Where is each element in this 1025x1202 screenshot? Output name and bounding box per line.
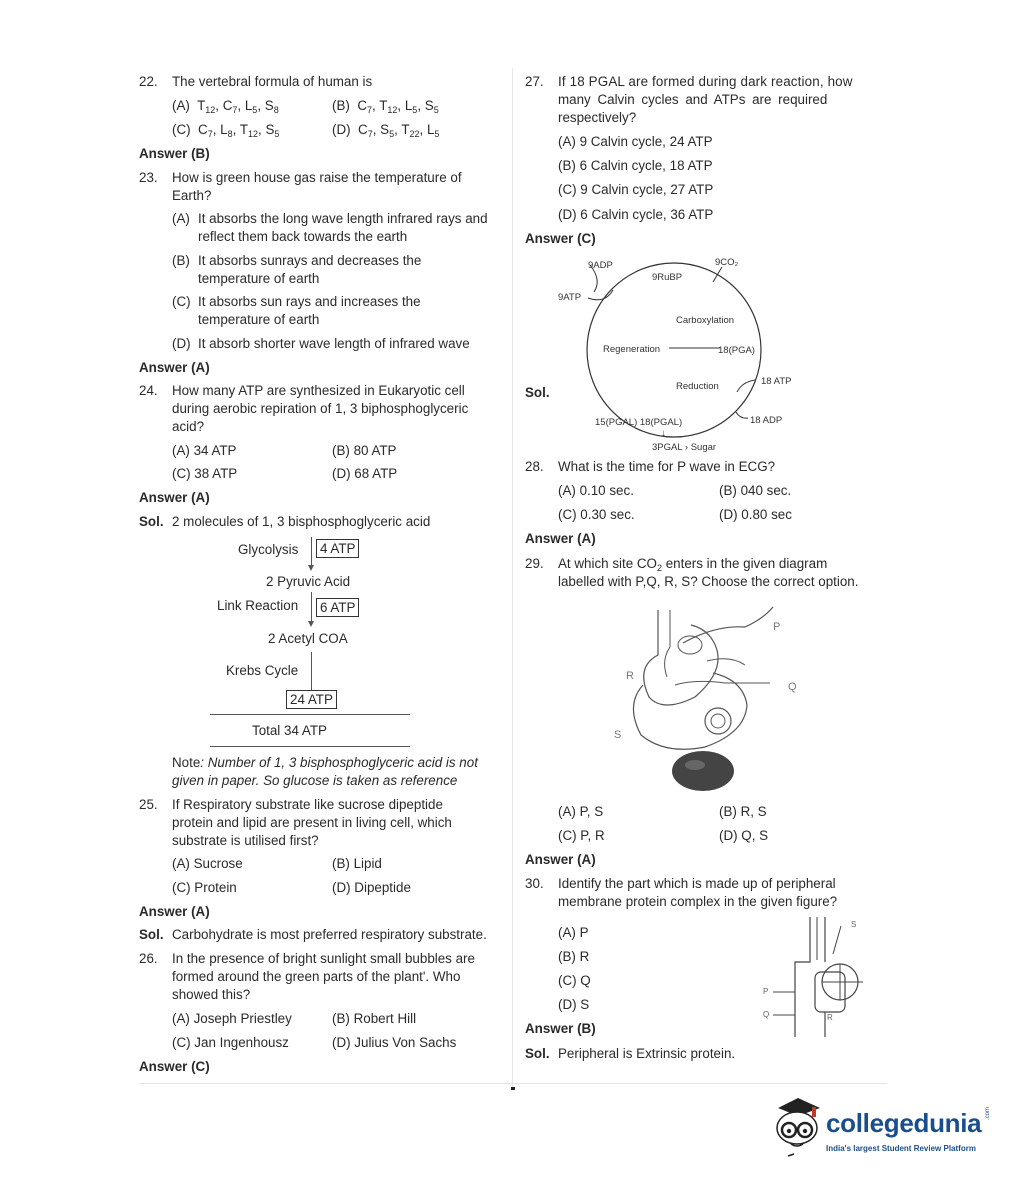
q26-answer: Answer (C) — [139, 1059, 210, 1074]
q23-option-a-line1: It absorbs the long wave length infrared rays and — [198, 211, 488, 226]
q29-option-b: (B) R, S — [719, 804, 767, 819]
q24-line2: during aerobic repiration of 1, 3 biphosphoglyceric — [172, 401, 469, 416]
q23-option-d-line1: It absorb shorter wave length of infrared wave — [198, 336, 470, 351]
calvin-cycle-diagram — [550, 252, 810, 457]
footer-rule — [139, 1083, 887, 1084]
flow-link-atp: 6 ATP — [316, 598, 359, 617]
q28-answer: Answer (A) — [525, 531, 596, 546]
q27-answer: Answer (C) — [525, 231, 596, 246]
q27-line2: many Calvin cycles and ATPs are required — [558, 92, 828, 107]
q30-line1: Identify the part which is made up of peripheral — [558, 876, 836, 891]
q23-option-b-line1: It absorbs sunrays and decreases the — [198, 253, 422, 268]
q23-number: 23. — [139, 170, 158, 185]
q26-number: 26. — [139, 951, 158, 966]
co2-arrow — [713, 267, 722, 282]
q24-sol-text: 2 molecules of 1, 3 bisphosphoglyceric acid — [172, 514, 431, 529]
q22-number: 22. — [139, 74, 158, 89]
brand-name: collegedunia — [826, 1108, 982, 1138]
q22-option-c: (C) $C_7$, $L_8$, $T_{12}$, $S_5$ — [172, 122, 280, 139]
q26-line2: formed around the green parts of the plant'. Who — [172, 969, 461, 984]
fig29-label-p: P — [773, 621, 781, 633]
chloroplast-outline — [644, 610, 718, 705]
q30-sol-label: Sol. — [525, 1046, 550, 1061]
q30-sol-text: Peripheral is Extrinsic protein. — [558, 1046, 736, 1061]
membrane-protein-diagram — [755, 912, 870, 1042]
q25-answer: Answer (A) — [139, 904, 210, 919]
q24-number: 24. — [139, 383, 158, 398]
q23-option-c-line1: It absorbs sun rays and increases the — [198, 294, 421, 309]
flow-krebs-atp: 24 ATP — [286, 690, 337, 709]
cycle-label-18pga: 18(PGA) — [718, 345, 755, 356]
q23-option-d-label: (D) — [172, 336, 191, 351]
cycle-label-reduction: Reduction — [676, 381, 719, 392]
flow-total: Total 34 ATP — [252, 723, 327, 738]
q26-option-b: (B) Robert Hill — [332, 1011, 417, 1026]
q27-option-a: (A) 9 Calvin cycle, 24 ATP — [558, 134, 713, 149]
q24-option-a: (A) 34 ATP — [172, 443, 237, 458]
q25-sol-label: Sol. — [139, 927, 164, 942]
q25-option-a: (A) Sucrose — [172, 856, 243, 871]
cycle-label-18atp: 18 ATP — [761, 376, 792, 387]
adp18-arrow — [736, 412, 748, 418]
cycle-label-carboxylation: Carboxylation — [676, 315, 735, 326]
fig29-label-s: S — [614, 729, 622, 741]
fig30-label-r: R — [827, 1013, 833, 1022]
flow-link-reaction: Link Reaction — [217, 598, 299, 613]
cycle-label-9co2: 9CO₂ — [715, 257, 739, 268]
q30-number: 30. — [525, 876, 544, 891]
q25-option-d: (D) Dipeptide — [332, 880, 411, 895]
fig29-label-q: Q — [788, 681, 797, 693]
cycle-label-18adp: 18 ADP — [750, 415, 783, 426]
mito-inner — [711, 714, 725, 728]
cycle-label-9atp: 9ATP — [558, 292, 582, 303]
q24-line1: How many ATP are synthesized in Eukaryotic cell — [172, 383, 465, 398]
q22-answer: Answer (B) — [139, 146, 210, 161]
mito-outline — [633, 673, 747, 749]
q30-option-a: (A) P — [558, 925, 589, 940]
q29-option-c: (C) P, R — [558, 828, 605, 843]
q25-line2: protein and lipid are present in living cell, which — [172, 815, 452, 830]
q24-note-line2: given in paper. So glucose is taken as reference — [172, 773, 458, 788]
q26-option-d: (D) Julius Von Sachs — [332, 1035, 457, 1050]
cycle-label-sugar: 3PGAL › Sugar — [652, 442, 717, 453]
brand-logo[interactable] — [768, 1094, 998, 1166]
q24-option-b: (B) 80 ATP — [332, 443, 397, 458]
q29-number: 29. — [525, 556, 544, 571]
flow-line-2 — [311, 592, 312, 622]
q26-line1: In the presence of bright sunlight small bubbles are — [172, 951, 475, 966]
flow-glycolysis: Glycolysis — [238, 542, 299, 557]
q30-option-b: (B) R — [558, 949, 590, 964]
q29-answer: Answer (A) — [525, 852, 596, 867]
q23-line1: How is green house gas raise the temperature of — [172, 170, 462, 185]
q26-line3: showed this? — [172, 987, 251, 1002]
q24-sol-label: Sol. — [139, 514, 164, 529]
flow-pyruvic: 2 Pyruvic Acid — [266, 574, 351, 589]
q29-line2: labelled with P,Q, R, S? Choose the correct option. — [558, 574, 859, 589]
column-divider — [512, 68, 513, 1088]
q25-line3: substrate is utilised first? — [172, 833, 319, 848]
flow-arrow-1 — [308, 565, 314, 571]
q23-option-a-line2: reflect them back towards the earth — [198, 229, 408, 244]
q-line — [675, 681, 770, 685]
brand-com: .com — [985, 1106, 991, 1120]
q24-note-line1: Note: Number of 1, 3 bisphosphoglyceric acid is not — [172, 755, 478, 770]
q23-option-c-line2: temperature of earth — [198, 312, 320, 327]
membrane-left — [795, 917, 810, 1037]
q23-option-b-line2: temperature of earth — [198, 271, 320, 286]
fig30-label-q: Q — [763, 1010, 770, 1019]
q27-sol-label: Sol. — [525, 385, 550, 400]
q28-option-a: (A) 0.10 sec. — [558, 483, 634, 498]
q23-option-a-label: (A) — [172, 211, 190, 226]
brand-mascot-icon — [768, 1094, 826, 1166]
q26-option-c: (C) Jan Ingenhousz — [172, 1035, 289, 1050]
p-line — [707, 659, 745, 665]
q25-number: 25. — [139, 797, 158, 812]
q29-option-d: (D) Q, S — [719, 828, 769, 843]
page-marker — [511, 1087, 515, 1090]
q27-line1: If 18 PGAL are formed during dark reaction, how — [558, 74, 853, 89]
cycle-label-pgal: 15(PGAL) 18(PGAL) — [595, 417, 683, 428]
flow-krebs: Krebs Cycle — [226, 663, 299, 678]
cycle-label-regeneration: Regeneration — [603, 344, 661, 355]
q25-option-b: (B) Lipid — [332, 856, 382, 871]
q28-option-d: (D) 0.80 sec — [719, 507, 792, 522]
q25-option-c: (C) Protein — [172, 880, 237, 895]
flow-rule-top — [210, 714, 410, 715]
cycle-down-arrow: ↓ — [661, 428, 666, 439]
q22-option-d: (D) $C_7$, $S_5$, $T_{22}$, $L_5$ — [332, 122, 440, 139]
q24-answer: Answer (A) — [139, 490, 210, 505]
cycle-label-9rubp: 9RuBP — [652, 272, 683, 283]
q23-option-c-label: (C) — [172, 294, 191, 309]
q25-line1: If Respiratory substrate like sucrose dipeptide — [172, 797, 443, 812]
q27-option-b: (B) 6 Calvin cycle, 18 ATP — [558, 158, 713, 173]
q23-option-b-label: (B) — [172, 253, 190, 268]
q30-line2: membrane protein complex in the given figure? — [558, 894, 838, 909]
q30-option-c: (C) Q — [558, 973, 591, 988]
chloroplast-inner — [665, 610, 670, 677]
q28-number: 28. — [525, 459, 544, 474]
q27-number: 27. — [525, 74, 544, 89]
q25-sol-text: Carbohydrate is most preferred respiratory substrate. — [172, 927, 487, 942]
q30-option-d: (D) S — [558, 997, 590, 1012]
q22-text: The vertebral formula of human is — [172, 74, 373, 89]
organelle-diagram — [595, 605, 810, 800]
q29-option-a: (A) P, S — [558, 804, 604, 819]
q24-option-c: (C) 38 ATP — [172, 466, 238, 481]
q23-line2: Earth? — [172, 188, 212, 203]
q23-answer: Answer (A) — [139, 360, 210, 375]
brand-tagline: India's largest Student Review Platform — [826, 1144, 976, 1153]
fig30-label-p: P — [763, 987, 769, 996]
q27-option-c: (C) 9 Calvin cycle, 27 ATP — [558, 182, 714, 197]
tassel-icon — [812, 1107, 816, 1117]
flow-acetyl: 2 Acetyl COA — [268, 631, 348, 646]
q27-option-d: (D) 6 Calvin cycle, 36 ATP — [558, 207, 714, 222]
fig30-label-s: S — [851, 920, 857, 929]
q22-option-b: (B) $C_7$, $T_{12}$, $L_5$, $S_5$ — [332, 98, 439, 115]
q29-line1: At which site $CO_2$ enters in the given diagram — [558, 556, 828, 573]
q22-option-a: (A) $T_{12}$, $C_7$, $L_5$, $S_8$ — [172, 98, 279, 115]
q28-option-b: (B) 040 sec. — [719, 483, 792, 498]
q30-answer: Answer (B) — [525, 1021, 596, 1036]
flow-rule-bottom — [210, 746, 410, 747]
q28-text: What is the time for P wave in ECG? — [558, 459, 776, 474]
q24-line3: acid? — [172, 419, 205, 434]
atp18-arrow — [737, 380, 755, 392]
nucleolus — [685, 760, 705, 770]
flow-line-1 — [311, 537, 312, 566]
cycle-label-9adp: 9ADP — [588, 260, 613, 271]
s-pointer — [833, 926, 841, 954]
q28-option-c: (C) 0.30 sec. — [558, 507, 635, 522]
q26-option-a: (A) Joseph Priestley — [172, 1011, 292, 1026]
flow-line-3 — [311, 652, 312, 690]
q27-line3: respectively? — [558, 110, 637, 125]
q24-option-d: (D) 68 ATP — [332, 466, 398, 481]
fig29-label-r: R — [626, 670, 634, 682]
flow-arrow-2 — [308, 621, 314, 627]
mito-circle — [705, 708, 731, 734]
nucleus — [672, 751, 734, 791]
flow-glycolysis-atp: 4 ATP — [316, 539, 359, 558]
